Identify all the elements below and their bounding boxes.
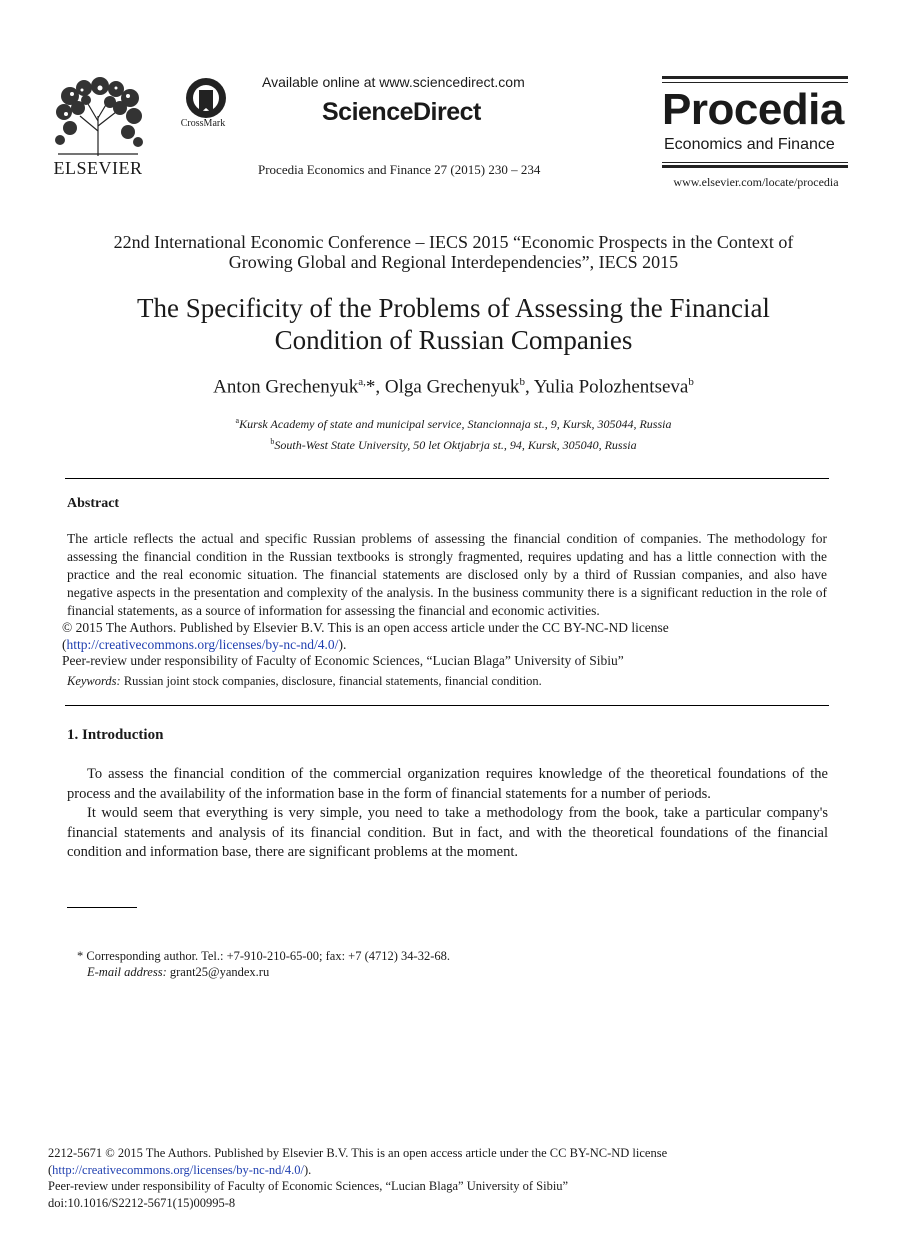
affiliation-item — [60, 433, 847, 454]
article-title — [80, 292, 827, 356]
procedia-rule — [662, 82, 848, 83]
author-name: Yulia Polozhentseva — [533, 376, 689, 398]
affiliations — [60, 412, 847, 454]
license-link[interactable]: http://creativecommons.org/licenses/by-nc-nd/4.0/ — [66, 637, 339, 652]
abstract-heading: Abstract — [67, 496, 120, 511]
paragraph: To assess the financial condition of the commercial organization requires knowledge of the theoretical foundations of the process and the availability of the information base in the form of financial statements for a number of periods. — [67, 766, 828, 802]
procedia-rule — [662, 165, 848, 168]
issn-line: 2212-5671 © 2015 The Authors. Published by Elsevier B.V. This is an open access article under the CC BY-NC-ND license — [48, 1146, 668, 1160]
conference-line-2: Growing Global and Regional Interdependencies”, IECS 2015 — [228, 252, 679, 272]
email-label: E-mail address: — [87, 965, 167, 979]
author-name: Anton Grechenyuk — [213, 376, 359, 398]
journal-citation: Procedia Economics and Finance 27 (2015) 230 – 234 — [258, 162, 541, 177]
copyright-notice — [62, 619, 832, 653]
section-heading: 1. Introduction — [67, 727, 164, 743]
elsevier-wordmark: ELSEVIER — [53, 158, 143, 178]
affiliation-sup: a — [235, 416, 240, 425]
author-affil-sup: b — [688, 376, 694, 388]
author-list — [60, 376, 847, 398]
author-affil-sup: b — [519, 376, 525, 388]
keywords-text: Russian joint stock companies, disclosure, financial statements, financial condition. — [123, 674, 542, 688]
crossmark-label: CrossMark — [180, 118, 226, 129]
author-name: Olga Grechenyuk — [384, 376, 520, 398]
keywords — [67, 674, 827, 689]
procedia-url-link[interactable]: www.elsevier.com/locate/procedia — [673, 175, 839, 189]
bottom-peer-review: Peer-review under responsibility of Faculty of Economic Sciences, “Lucian Blaga” University of Sibiu” — [48, 1179, 569, 1193]
affiliation-item — [60, 412, 847, 433]
title-line-1: The Specificity of the Problems of Assessing the Financial — [137, 293, 770, 323]
email-note — [87, 965, 787, 980]
doi-text[interactable]: doi:10.1016/S2212-5671(15)00995-8 — [48, 1195, 236, 1210]
footnote-rule — [67, 907, 137, 908]
corresponding-author-note: * Corresponding author. Tel.: +7-910-210-65-00; fax: +7 (4712) 34-32-68. — [77, 949, 451, 963]
conference-line-1: 22nd International Economic Conference – IECS 2015 “Economic Prospects in the Context of — [113, 232, 794, 252]
paragraph: It would seem that everything is very simple, you need to take a methodology from the book, take a particular company's financial statements and analysis of its financial condition. But in fact, and with the theoretical foundations of the financial condition and information base, there are significant problems at the moment. — [67, 805, 828, 860]
conference-heading — [60, 232, 847, 272]
procedia-logo: Procedia — [662, 85, 844, 134]
procedia-subtitle: Economics and Finance — [664, 136, 835, 153]
available-online-text: Available online at www.sciencedirect.com — [262, 74, 525, 90]
author-affil-sup: a, — [358, 376, 366, 388]
author-separator: , — [524, 376, 534, 398]
divider — [65, 705, 829, 706]
procedia-rule — [662, 76, 848, 79]
license-line: (http://creativecommons.org/licenses/by-nc-nd/4.0/). — [62, 637, 347, 652]
peer-review-text: Peer-review under responsibility of Faculty of Economic Sciences, “Lucian Blaga” University of Sibiu” — [62, 653, 624, 668]
sciencedirect-logo[interactable]: ScienceDirect — [322, 98, 481, 126]
affiliation-text: Kursk Academy of state and municipal service, Stancionnaja st., 9, Kursk, 305044, Russia — [239, 417, 672, 431]
author-separator: *, — [365, 376, 385, 398]
keywords-label: Keywords: — [67, 674, 121, 688]
copyright-text: © 2015 The Authors. Published by Elsevier B.V. This is an open access article under the CC BY-NC-ND license — [62, 620, 669, 635]
affiliation-sup: b — [270, 437, 275, 446]
title-line-2: Condition of Russian Companies — [274, 325, 633, 355]
abstract-text: The article reflects the actual and specific Russian problems of assessing the financial condition of companies. The methodology for assessing the financial condition in the Russian textbooks is strongly fragmented, requires updating and has a little connection with the practice and the real economic situation. The financial statements are disclosed only by a third of Russian companies, and also have negative aspects in the presentation and complexity of the analysis. In the business community there is a significant reduction in the role of financial statements, as a source of information for assessing the financial and economic activities. — [67, 531, 827, 618]
affiliation-text: South-West State University, 50 let Oktjabrja st., 94, Kursk, 305040, Russia — [274, 438, 637, 452]
bottom-notice — [48, 1145, 868, 1211]
bottom-license-line: (http://creativecommons.org/licenses/by-nc-nd/4.0/). — [48, 1162, 312, 1177]
elsevier-tree-icon — [50, 76, 146, 158]
procedia-rule — [662, 162, 848, 163]
email-address[interactable]: grant25@yandex.ru — [169, 965, 270, 979]
divider — [65, 478, 829, 479]
bottom-license-link[interactable]: http://creativecommons.org/licenses/by-nc-nd/4.0/ — [52, 1162, 304, 1177]
